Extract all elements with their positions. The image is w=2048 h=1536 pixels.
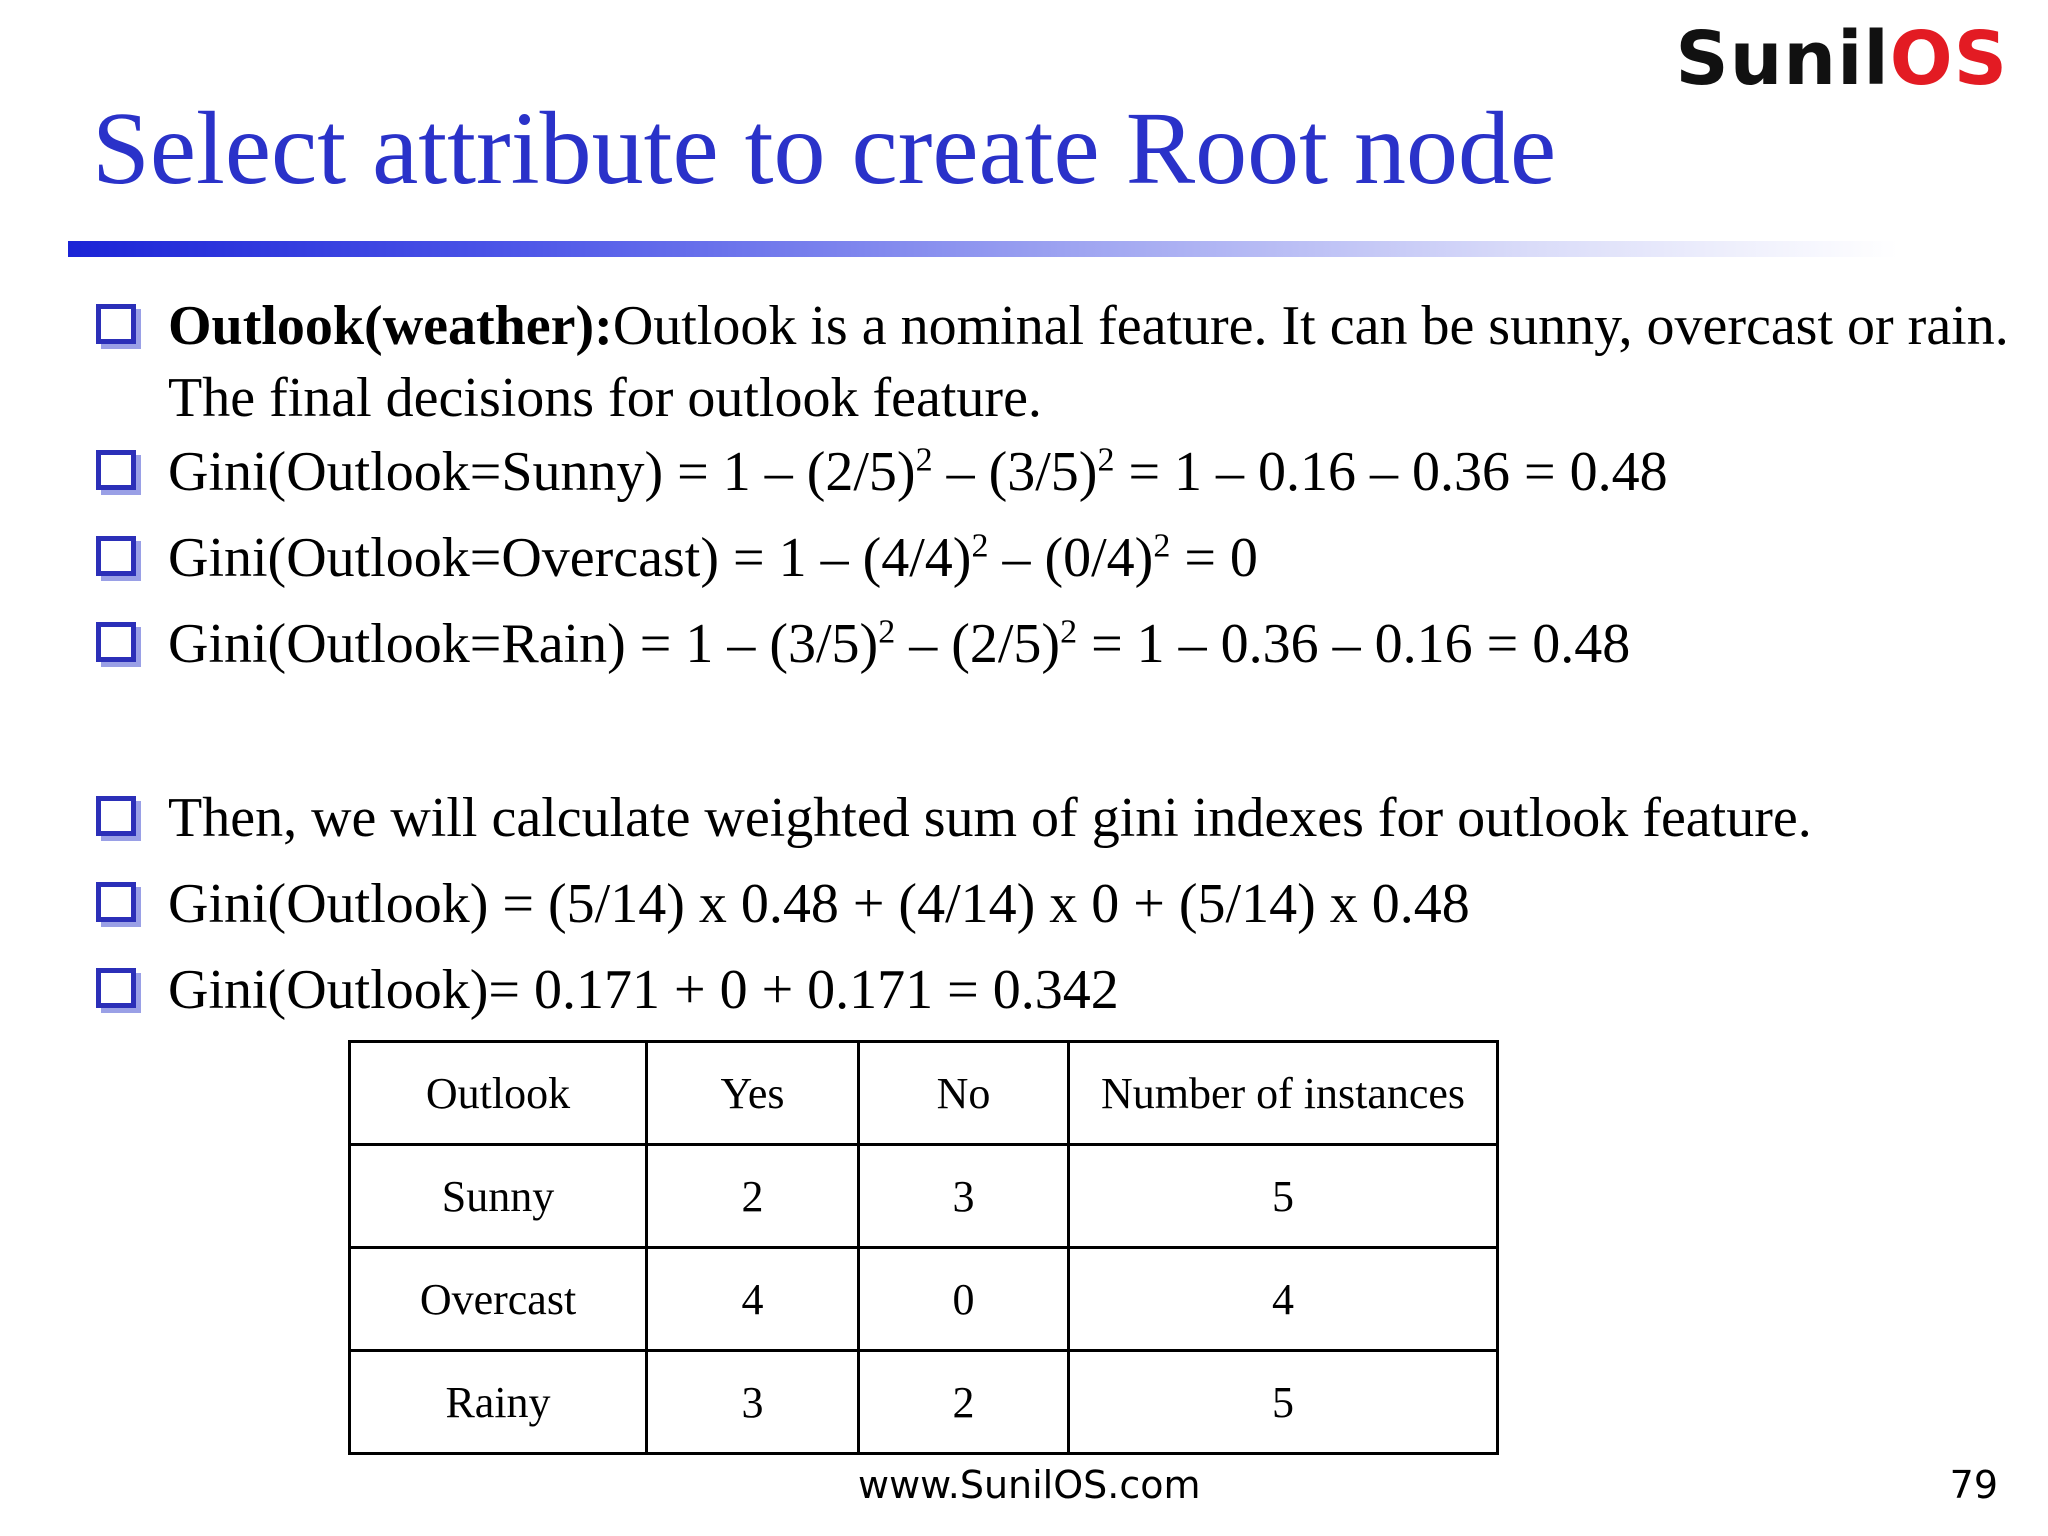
table-cell: Overcast: [350, 1248, 647, 1351]
bullet-body: Outlook is a nominal feature. It can be sunny, overcast or rain. The final decisions for outlook feature.: [168, 295, 2009, 429]
table-row: [350, 1248, 1498, 1351]
table-cell: 3: [647, 1351, 859, 1454]
table-cell: Rainy: [350, 1351, 647, 1454]
formula-part: Gini(Outlook=Sunny) = 1 – (2/5): [168, 441, 916, 503]
checkbox-bullet-icon: [96, 536, 136, 576]
table-cell: 4: [647, 1248, 859, 1351]
bullet-bold-label: Outlook(weather):: [168, 295, 613, 357]
header-cell: Outlook: [350, 1042, 647, 1145]
checkbox-bullet-icon: [96, 796, 136, 836]
slide-title: Select attribute to create Root node: [92, 91, 1557, 206]
exponent: 2: [1060, 613, 1078, 651]
formula-part: Gini(Outlook=Rain) = 1 – (3/5): [168, 613, 879, 675]
table-cell: 5: [1069, 1145, 1498, 1248]
formula-part: = 1 – 0.36 – 0.16 = 0.48: [1077, 613, 1631, 675]
header-cell: Yes: [647, 1042, 859, 1145]
bullet-text: [168, 522, 1258, 594]
header-cell: Number of instances: [1069, 1042, 1498, 1145]
exponent: 2: [971, 527, 989, 565]
checkbox-bullet-icon: [96, 450, 136, 490]
bullet-text: [168, 290, 2048, 434]
table-cell: 2: [859, 1351, 1069, 1454]
exponent: 2: [878, 613, 896, 651]
bullet-text: Then, we will calculate weighted sum of gini indexes for outlook feature.: [168, 787, 1812, 849]
table-row: [350, 1351, 1498, 1454]
formula-part: – (0/4): [988, 527, 1154, 589]
table-header-row: [350, 1042, 1498, 1145]
logo-part-os: OS: [1889, 16, 2008, 102]
footer-url: www.SunilOS.com: [858, 1463, 1201, 1507]
logo-part-sunil: Sunil: [1675, 16, 1890, 102]
bullet-text: [168, 608, 1630, 680]
table-row: [350, 1145, 1498, 1248]
checkbox-bullet-icon: [96, 304, 136, 344]
exponent: 2: [1097, 441, 1115, 479]
checkbox-bullet-icon: [96, 622, 136, 662]
bullet-text: Gini(Outlook)= 0.171 + 0 + 0.171 = 0.342: [168, 959, 1119, 1021]
header-cell: No: [859, 1042, 1069, 1145]
table-cell: 4: [1069, 1248, 1498, 1351]
title-underline: [68, 241, 1898, 257]
formula-part: = 0: [1170, 527, 1258, 589]
page-number: 79: [1949, 1463, 1998, 1507]
table-cell: 3: [859, 1145, 1069, 1248]
bullet-text: Gini(Outlook) = (5/14) x 0.48 + (4/14) x 0 + (5/14) x 0.48: [168, 873, 1470, 935]
formula-part: – (2/5): [895, 613, 1061, 675]
table-cell: 5: [1069, 1351, 1498, 1454]
table-cell: 0: [859, 1248, 1069, 1351]
exponent: 2: [1153, 527, 1171, 565]
exponent: 2: [915, 441, 933, 479]
formula-part: – (3/5): [932, 441, 1098, 503]
formula-part: Gini(Outlook=Overcast) = 1 – (4/4): [168, 527, 972, 589]
checkbox-bullet-icon: [96, 882, 136, 922]
formula-part: = 1 – 0.16 – 0.36 = 0.48: [1114, 441, 1668, 503]
table-cell: Sunny: [350, 1145, 647, 1248]
outlook-counts-table: [348, 1040, 1499, 1455]
bullet-text: [168, 436, 1668, 508]
sunilos-logo: [1675, 16, 2008, 102]
checkbox-bullet-icon: [96, 968, 136, 1008]
table-cell: 2: [647, 1145, 859, 1248]
